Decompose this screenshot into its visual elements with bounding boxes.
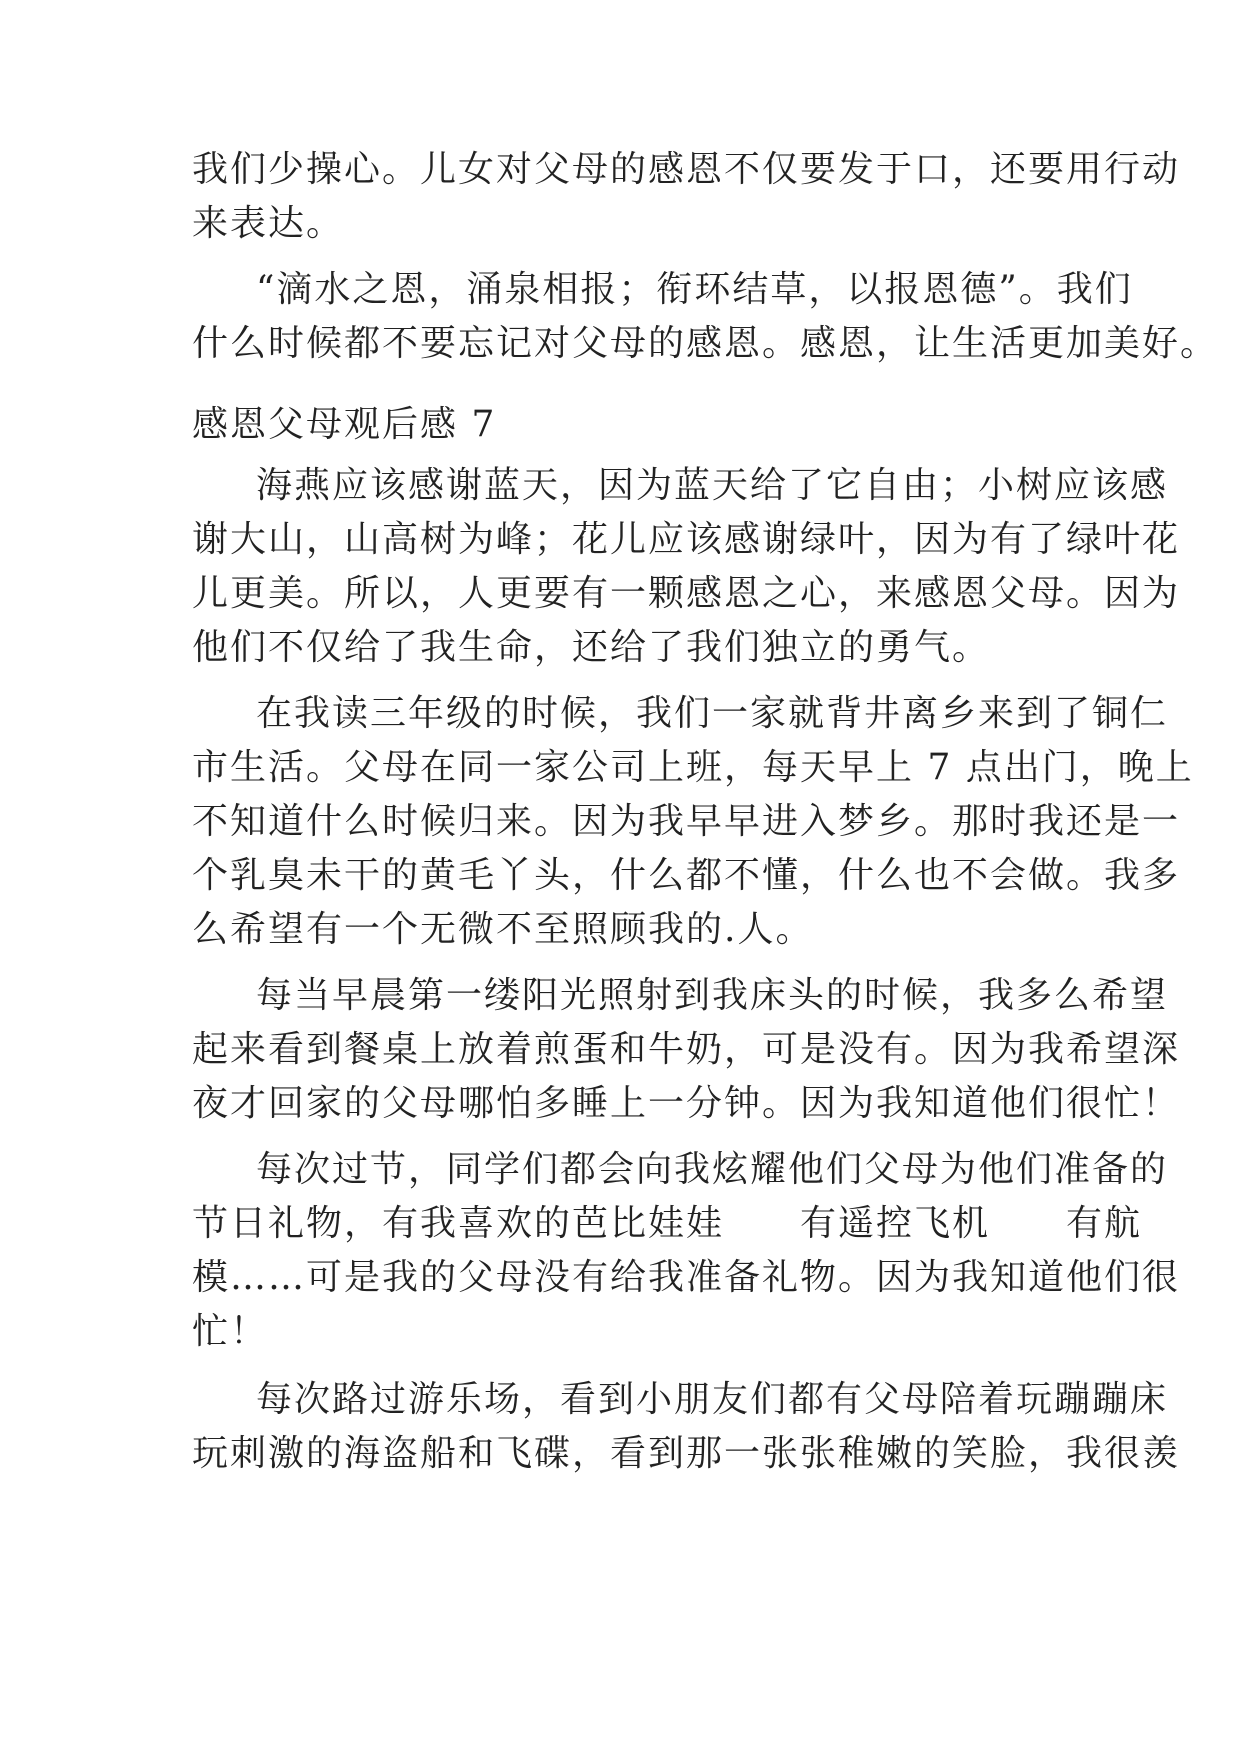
text-line: 起来看到餐桌上放着煎蛋和牛奶，可是没有。因为我希望深 xyxy=(192,1029,1181,1070)
text-line: 夜才回家的父母哪怕多睡上一分钟。因为我知道他们很忙！ xyxy=(192,1083,1181,1124)
text-line: 每次路过游乐场，看到小朋友们都有父母陪着玩蹦蹦床 xyxy=(256,1379,1169,1420)
text-line: 谢大山，山高树为峰；花儿应该感谢绿叶，因为有了绿叶花 xyxy=(192,519,1181,560)
text-line: 儿更美。所以，人更要有一颗感恩之心，来感恩父母。因为 xyxy=(192,573,1181,614)
text-line: 什么时候都不要忘记对父母的感恩。感恩，让生活更加美好。 xyxy=(192,323,1219,364)
text-line: 节日礼物，有我喜欢的芭比娃娃 有遥控飞机 有航 xyxy=(192,1203,1143,1244)
text-line: 我们少操心。儿女对父母的感恩不仅要发于口，还要用行动 xyxy=(192,149,1181,190)
text-line: 个乳臭未干的黄毛丫头，什么都不懂，什么也不会做。我多 xyxy=(192,855,1181,896)
text-line: 他们不仅给了我生命，还给了我们独立的勇气。 xyxy=(192,627,991,668)
text-line: 不知道什么时候归来。因为我早早进入梦乡。那时我还是一 xyxy=(192,801,1181,842)
text-line: 海燕应该感谢蓝天，因为蓝天给了它自由；小树应该感 xyxy=(256,465,1169,506)
text-line: 么希望有一个无微不至照顾我的.人。 xyxy=(192,909,814,950)
text-line: 忙！ xyxy=(192,1311,269,1352)
text-line: 在我读三年级的时候，我们一家就背井离乡来到了铜仁 xyxy=(256,693,1169,734)
text-line: “滴水之恩，涌泉相报；衔环结草，以报恩德”。我们 xyxy=(256,269,1133,310)
text-line: 每次过节，同学们都会向我炫耀他们父母为他们准备的 xyxy=(256,1149,1169,1190)
text-line: 每当早晨第一缕阳光照射到我床头的时候，我多么希望 xyxy=(256,975,1169,1016)
text-line: 玩刺激的海盗船和飞碟，看到那一张张稚嫩的笑脸，我很羡 xyxy=(192,1433,1181,1474)
text-line: 市生活。父母在同一家公司上班，每天早上 7 点出门，晚上 xyxy=(192,747,1194,788)
section-heading: 感恩父母观后感 7 xyxy=(192,404,497,445)
text-line: 模……可是我的父母没有给我准备礼物。因为我知道他们很 xyxy=(192,1257,1181,1298)
text-line: 来表达。 xyxy=(192,203,345,244)
